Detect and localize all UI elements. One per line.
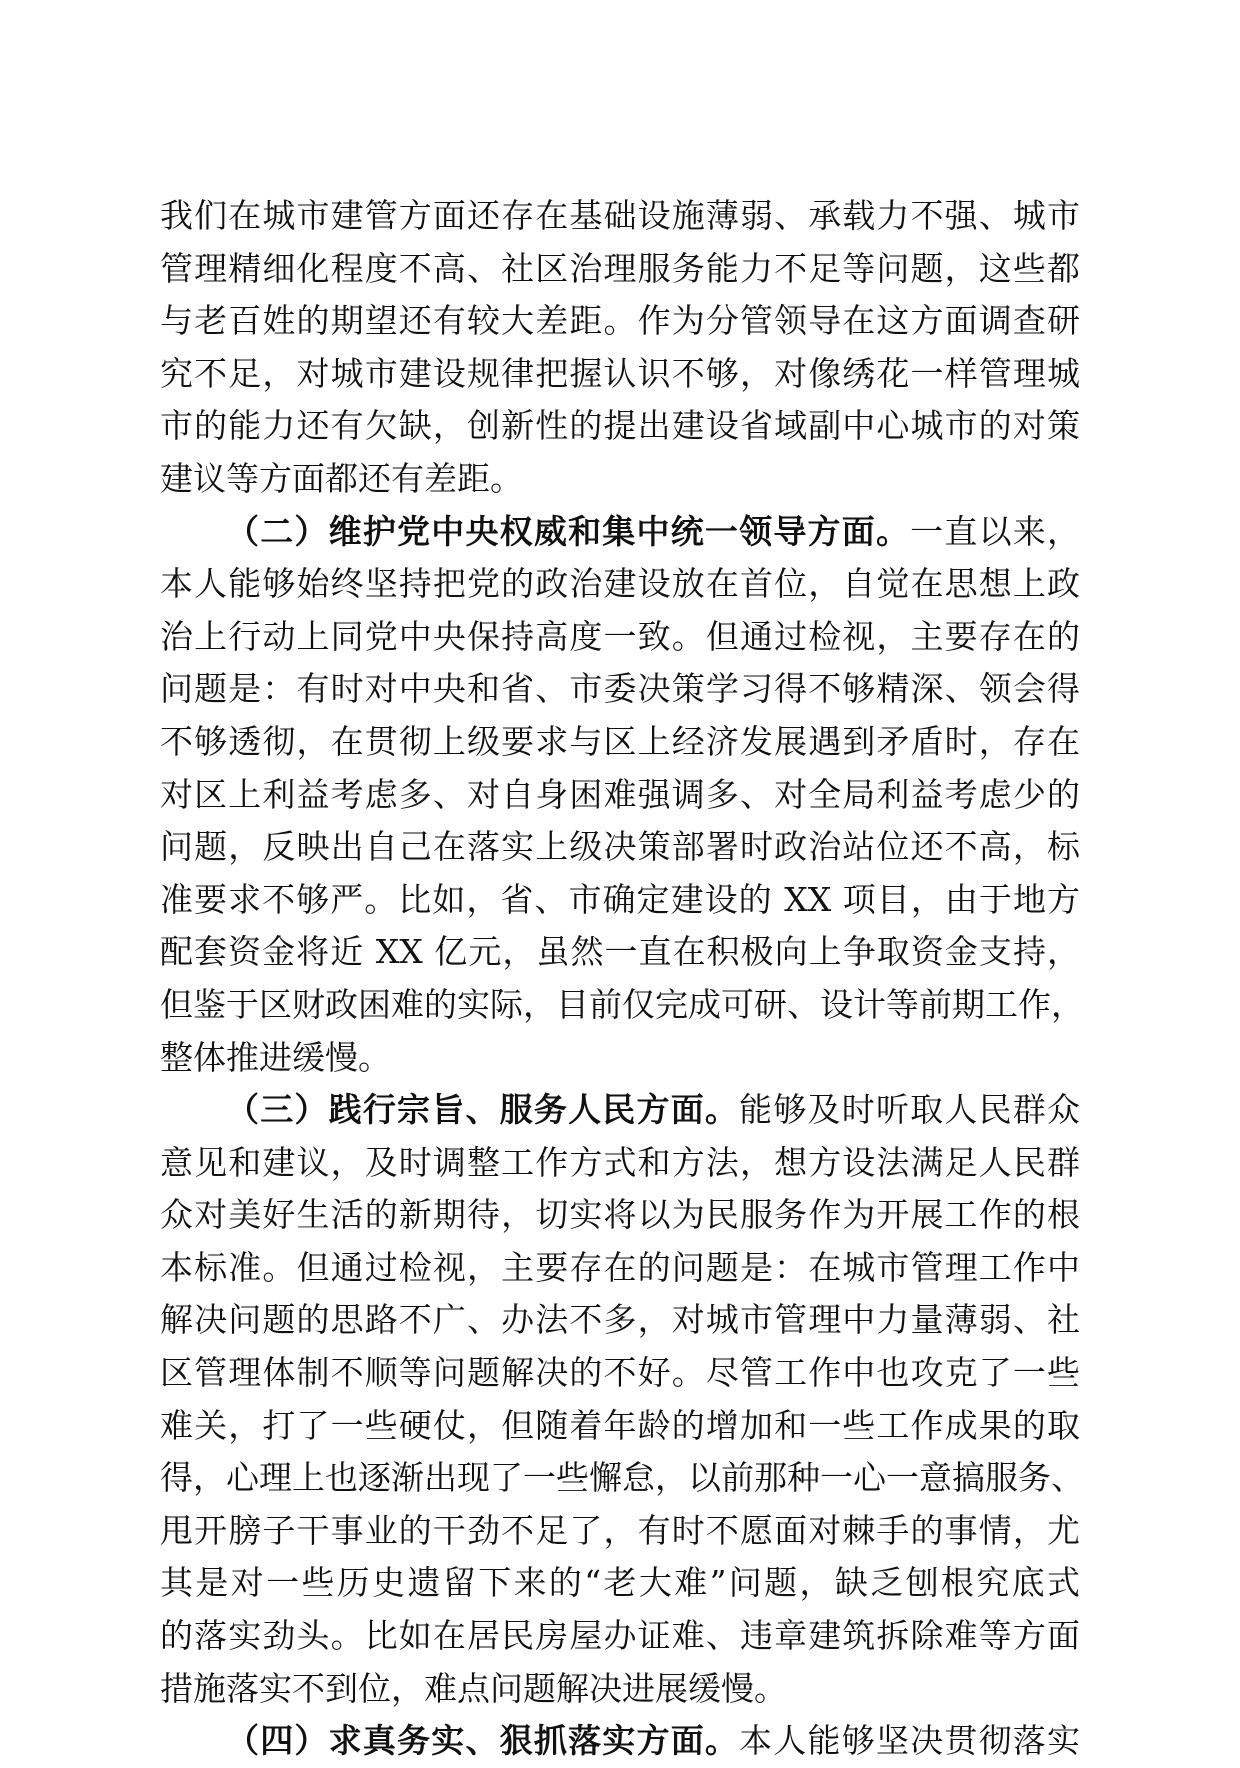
text-line: 与老百姓的期望还有较大差距。作为分管领导在这方面调查研 <box>160 301 1080 341</box>
section-heading: （二）维护党中央权威和集中统一领导方面。 <box>226 511 911 551</box>
text-run: 本人能够坚决贯彻落实 <box>739 1721 1081 1761</box>
paragraph-first-line <box>160 1084 1080 1137</box>
text-line: 措施落实不到位，难点问题解决进展缓慢。 <box>160 1668 787 1708</box>
text-line: 建议等方面都还有差距。 <box>160 458 523 498</box>
text-line: 本人能够始终坚持把党的政治建设放在首位，自觉在思想上政 <box>160 564 1080 604</box>
paragraph-first-line <box>160 506 1080 559</box>
text-line: 问题，反映出自己在落实上级决策部署时政治站位还不高，标 <box>160 827 1080 867</box>
text-line: 解决问题的思路不广、办法不多，对城市管理中力量薄弱、社 <box>160 1300 1080 1340</box>
text-line: 区管理体制不顺等问题解决的不好。尽管工作中也攻克了一些 <box>160 1353 1080 1393</box>
paragraph-3 <box>160 1084 1084 1715</box>
text-line: 管理精细化程度不高、社区治理服务能力不足等问题，这些都 <box>160 248 1080 288</box>
text-line: 的落实劲头。比如在居民房屋办证难、违章建筑拆除难等方面 <box>160 1616 1080 1656</box>
text-run: 能够及时听取人民群众 <box>739 1090 1081 1130</box>
paragraph-1 <box>160 190 1080 506</box>
text-line: 意见和建议，及时调整工作方式和方法，想方设法满足人民群 <box>160 1142 1080 1182</box>
text-line: 甩开膀子干事业的干劲不足了，有时不愿面对棘手的事情，尤 <box>160 1510 1080 1550</box>
text-line: 不够透彻，在贯彻上级要求与区上经济发展遇到矛盾时，存在 <box>160 721 1080 761</box>
text-line: 准要求不够严。比如，省、市确定建设的 XX 项目，由于地方 <box>160 879 1080 919</box>
text-line: 问题是：有时对中央和省、市委决策学习得不够精深、领会得 <box>160 669 1080 709</box>
text-line: 究不足，对城市建设规律把握认识不够，对像绣花一样管理城 <box>160 353 1080 393</box>
text-run: 一直以来， <box>910 511 1081 551</box>
text-line: 对区上利益考虑多、对自身困难强调多、对全局利益考虑少的 <box>160 774 1080 814</box>
text-line: 得，心理上也逐渐出现了一些懈怠，以前那种一心一意搞服务、 <box>160 1458 1084 1498</box>
paragraph-2 <box>160 506 1084 1085</box>
text-line: 众对美好生活的新期待，切实将以为民服务作为开展工作的根 <box>160 1195 1080 1235</box>
section-heading: （三）践行宗旨、服务人民方面。 <box>226 1090 740 1130</box>
text-line: 但鉴于区财政困难的实际，目前仅完成可研、设计等前期工作， <box>160 984 1084 1024</box>
paragraph-first-line <box>160 1715 1080 1768</box>
text-line: 市的能力还有欠缺，创新性的提出建设省域副中心城市的对策 <box>160 406 1080 446</box>
text-line: 其是对一些历史遗留下来的“老大难”问题，缺乏刨根究底式 <box>160 1563 1080 1603</box>
document-page <box>160 190 1084 1768</box>
text-line: 我们在城市建管方面还存在基础设施薄弱、承载力不强、城市 <box>160 196 1080 235</box>
text-line: 整体推进缓慢。 <box>160 1037 391 1077</box>
text-line: 配套资金将近 XX 亿元，虽然一直在积极向上争取资金支持， <box>160 932 1080 972</box>
text-line: 本标准。但通过检视，主要存在的问题是：在城市管理工作中 <box>160 1247 1080 1287</box>
text-line: 难关，打了一些硬仗，但随着年龄的增加和一些工作成果的取 <box>160 1405 1080 1445</box>
text-line: 治上行动上同党中央保持高度一致。但通过检视，主要存在的 <box>160 616 1080 656</box>
section-heading: （四）求真务实、狠抓落实方面。 <box>226 1721 740 1761</box>
paragraph-4 <box>160 1715 1080 1768</box>
